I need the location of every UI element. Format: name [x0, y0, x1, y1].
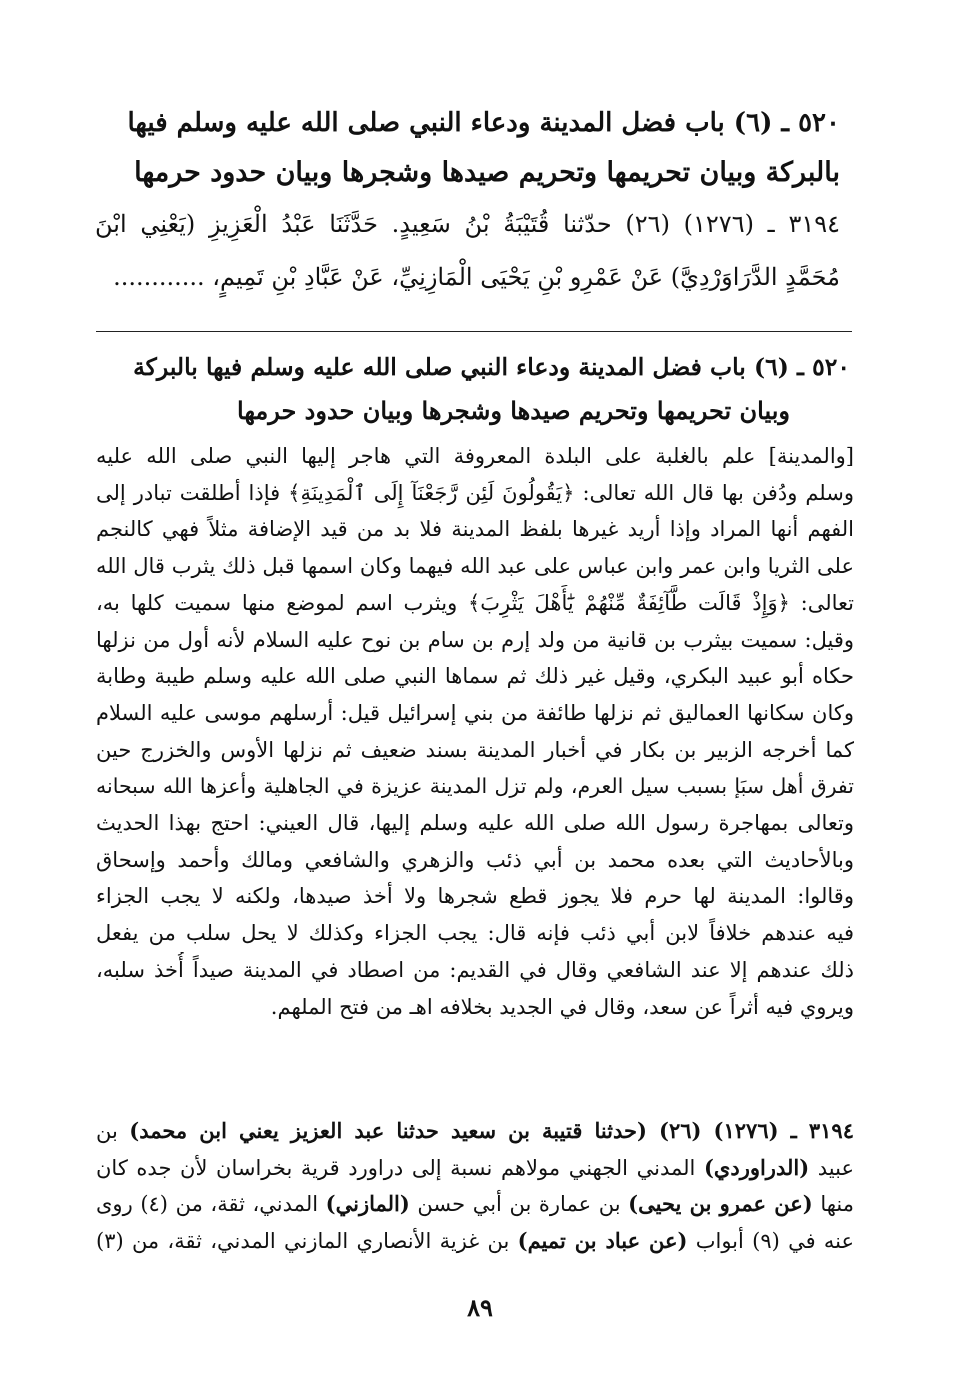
section-divider: [96, 331, 852, 332]
commentary-line: ويروي فيه أثراً عن سعد، وقال في الجديد بخلافه اهـ من فتح الملهم.: [270, 994, 854, 1019]
text-span: عبيد: [809, 1155, 854, 1180]
bold-span: (عن عمرو بن يحيى): [628, 1191, 813, 1216]
narrator-line: [96, 1150, 854, 1187]
bold-span: (عن عباد بن تميم): [517, 1227, 688, 1253]
commentary-line: تعالى: ﴿وَإِذْ قَالَت طَّآئِفَةٌ مِّنْهُمْ يَٰٓأَهْلَ يَثْرِبَ﴾ ويثرب اسم لموضع منها سميت كلها به،: [96, 590, 854, 615]
narrator-commentary: [96, 1113, 854, 1259]
narrator-line: [96, 1186, 854, 1223]
text-span: عنه في (٩) أبواب: [687, 1228, 854, 1253]
hadith-line-text: مُحَمَّدٍ الدَّرَاوَرْدِيَّ) عَنْ عَمْرِو بْنِ يَحْيَى الْمَازِنِيِّ، عَنْ عَبَّادِ بْنِ تَمِيمٍ،: [212, 263, 840, 291]
commentary-chapter-heading: [130, 346, 850, 432]
commentary-line: وتعالى بمهاجرة رسول الله صلى الله عليه وسلم إليها، قال العيني: احتج بهذا الحديث: [96, 811, 854, 836]
commentary-line: وكان سكانها العماليق ثم نزلها طائفة من بني إسرائيل قيل: أرسلهم موسى عليه السلام: [96, 700, 854, 725]
commentary-line: وبالأحاديث التي بعده محمد بن أبي ذئب والزهري والشافعي ومالك وأحمد وإسحاق: [96, 847, 854, 872]
text-span: المدني الجهني مولاهم نسبة إلى دراورد قرية بخراسان لأن جده كان: [96, 1155, 704, 1180]
hadith-line: ٣١٩٤ ـ (١٢٧٦) (٢٦) حدّثنا قُتَيْبَةُ بْنُ سَعِيدٍ. حَدَّثَنَا عَبْدُ الْعَزِيزِ (يَعْنِي ابْنَ: [95, 210, 840, 238]
bold-span: (المازني): [325, 1191, 410, 1216]
hadith-text: [95, 198, 840, 304]
commentary-line: [والمدينة] علم بالغلبة على البلدة المعروفة التي هاجر إليها النبي صلى الله عليه: [96, 444, 854, 468]
narrator-line: [96, 1223, 854, 1260]
heading-line: ٥٢٠ ـ (٦) باب فضل المدينة ودعاء النبي صلى الله عليه وسلم فيها: [127, 108, 840, 138]
commentary-line: فيه عندهم خلافاً لابن أبي ذئب فإنه قال: يجب الجزاء وكذلك لا يحل سلب من يفعل: [96, 921, 854, 946]
heading-line: ٥٢٠ ـ (٦) باب فضل المدينة ودعاء النبي صلى الله عليه وسلم فيها بالبركة: [133, 353, 850, 381]
commentary-line: على الثريا وابن عمر وابن عباس على عبد الله فيهما وكان اسمها قبل ذلك يثرب قال الله: [96, 554, 854, 579]
text-span: بن غزية الأنصاري المازني المدني، ثقة، من (٣): [96, 1228, 518, 1253]
commentary-line: الفهم أنها المراد وإذا أريد غيرها بلفظ المدينة فلا بد من قيد الإضافة مثلاً فهي كالنجم: [96, 517, 854, 542]
bold-span: (الدراوردي): [703, 1154, 810, 1180]
heading-line: بالبركة وبيان تحريمها وتحريم صيدها وشجرها وبيان حدود حرمها: [134, 157, 840, 188]
commentary-line: كما أخرجه الزبير بن بكار في أخبار المدينة بسند ضعيف ثم نزلها الأوس والخزرج حين: [96, 737, 854, 762]
commentary-line: وقالوا: المدينة لها حرم فلا يجوز قطع شجرها ولا أخذ صيدها، ولكنه لا يجب الجزاء: [96, 884, 854, 909]
commentary-line: وسلم ودُفن بها قال الله تعالى: ﴿يَقُولُونَ لَئِن رَّجَعْنَآ إِلَى ٱلْمَدِينَةِ﴾ فإذا أطلقت تبادر إلى: [96, 480, 854, 505]
hadith-chapter-heading: [120, 98, 840, 198]
commentary-text: [96, 438, 854, 1025]
bold-span: ٣١٩٤ ـ (١٢٧٦) (٢٦) (حدثنا قتيبة بن سعيد حدثنا عبد العزيز يعني ابن محمد): [129, 1118, 854, 1143]
text-span: المدني، ثقة، من (٤) روى: [96, 1192, 326, 1216]
commentary-line: وقيل: سميت بيثرب بن قانية من ولد إرم بن سام بن نوح عليه السلام لأنه أول من نزلها: [96, 627, 854, 652]
commentary-line: حكاه أبو عبيد البكري، وقيل غير ذلك ثم سماها النبي صلى الله عليه وسلم طيبة وطابة: [96, 664, 854, 689]
page-number: ٨٩: [467, 1293, 493, 1322]
ellipsis-dots: ............: [113, 263, 205, 291]
narrator-line: [96, 1113, 854, 1150]
hadith-line: [95, 251, 840, 304]
commentary-line: تفرق أهل سبَإ بسبب سيل العرم، ولم تزل المدينة عزيزة في الجاهلية وأعزها الله سبحانه: [96, 774, 854, 799]
commentary-line: ذلك عندهم إلا عند الشافعي وقال في القديم: من اصطاد في المدينة صيداً أُخذ سلبه،: [96, 957, 854, 982]
heading-line: وبيان تحريمها وتحريم صيدها وشجرها وبيان حدود حرمها: [237, 396, 790, 425]
text-span: منها: [812, 1192, 854, 1216]
text-span: بن عمارة بن أبي حسن: [409, 1192, 629, 1216]
text-span: بن: [96, 1119, 130, 1143]
